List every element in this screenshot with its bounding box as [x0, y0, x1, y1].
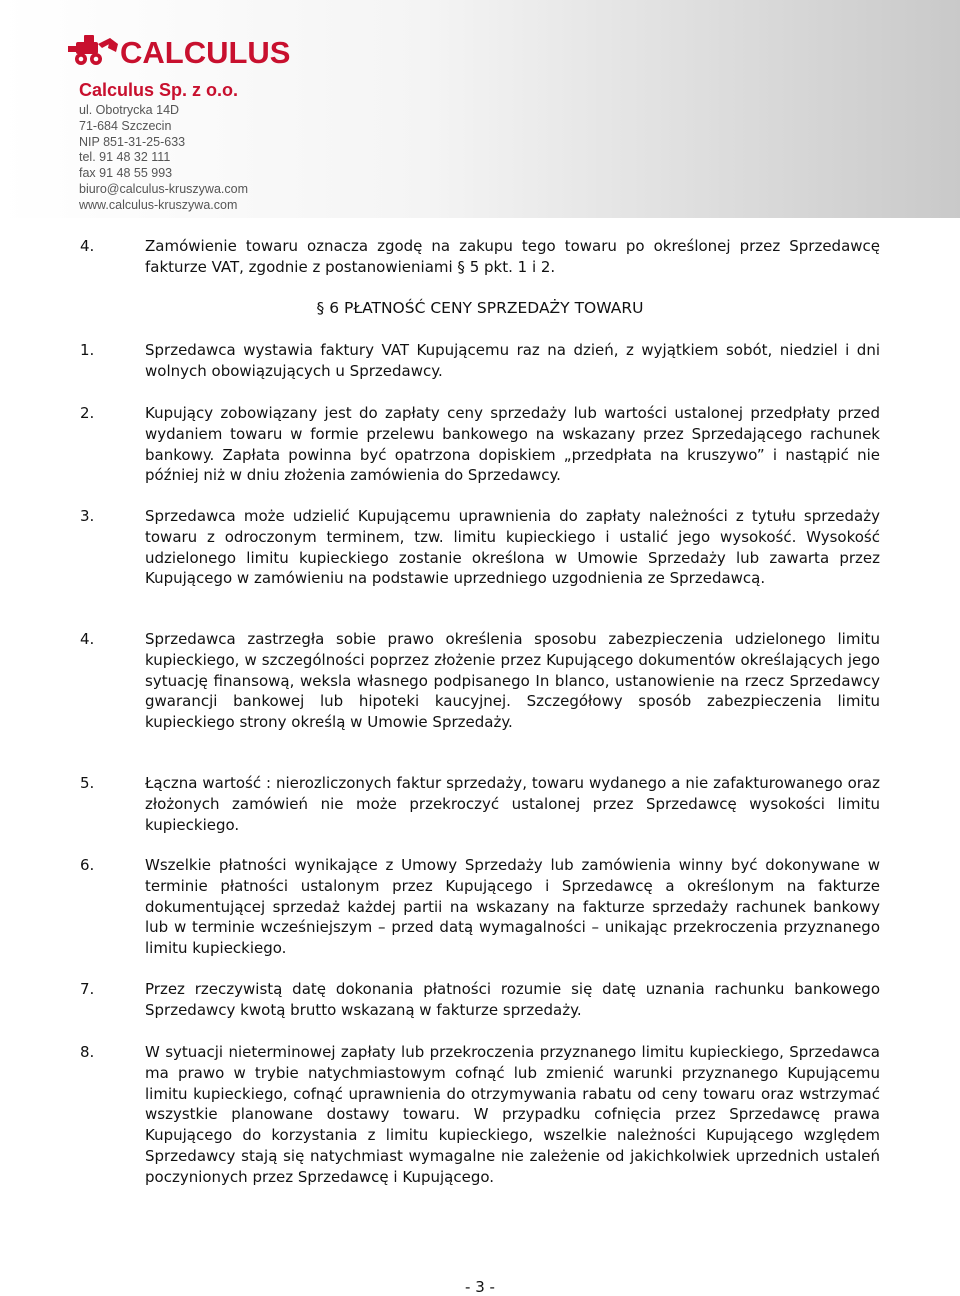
item-number: 5. [80, 774, 95, 792]
phone: tel. 91 48 32 111 [79, 150, 171, 165]
section-heading: § 6 PŁATNOŚĆ CENY SPRZEDAŻY TOWARU [316, 299, 644, 317]
list-item [80, 855, 880, 959]
item-text: Łączna wartość : nierozliczonych faktur sprzedaży, towaru wydanego a nie zafakturowanego oraz złożonych zamówień nie może przekroczyć ustalonej przez Sprzedawcę wysokości limitu kupieckiego. [145, 774, 880, 834]
item-number: 3. [80, 507, 95, 525]
address-street: ul. Obotrycka 14D [79, 103, 180, 117]
item-text: Przez rzeczywistą datę dokonania płatności rozumie się datę uznania rachunku bankowego Sprzedawcy kwotą brutto wskazaną w fakturze sprzedaży. [145, 980, 880, 1019]
list-item [80, 773, 880, 835]
item-number: 8. [80, 1043, 95, 1061]
loader-icon [68, 35, 118, 65]
letterhead [0, 0, 960, 218]
item-number: 4. [80, 237, 95, 255]
page-number: - 3 - [465, 1278, 495, 1296]
contact-block [79, 103, 248, 214]
item-text: Wszelkie płatności wynikające z Umowy Sprzedaży lub zamówienia winny być dokonywane w terminie płatności ustalonym przez Kupującego i Sprzedawcę a określonym na fakturze dokumentującej sprzedaż każdej partii na wskazany na fakturze sprzedaży rachunek bankowy lub w terminie wcześniejszym – przed datą wymagalności – unikając przekroczenia przyznanego limitu kupieckiego. [145, 856, 880, 958]
list-item [80, 340, 880, 382]
logo-wordmark: CALCULUS [120, 35, 291, 70]
item-number: 2. [80, 404, 95, 422]
item-number: 1. [80, 341, 95, 359]
list-item [80, 629, 880, 733]
item-number: 7. [80, 980, 95, 998]
calculus-logo [66, 30, 291, 70]
list-item [80, 979, 880, 1021]
item-text: Kupujący zobowiązany jest do zapłaty ceny sprzedaży lub wartości ustalonej przedpłaty przed wydaniem towaru w formie przelewu bankowego na wskazany przez Sprzedającego rachunek bankowy. Zapłata powinna być opatrzona dopiskiem „przedpłata na kruszywo” i nastąpić nie później niż w dniu złożenia zamówienia do Sprzedawcy. [145, 404, 880, 485]
list-item [80, 403, 880, 486]
tax-id: NIP 851-31-25-633 [79, 134, 186, 149]
item-text: Zamówienie towaru oznacza zgodę na zakupu tego towaru po określonej przez Sprzedawcę fakturze VAT, zgodnie z postanowieniami § 5 pkt. 1 i 2. [145, 237, 880, 276]
list-item [80, 236, 880, 278]
email-link[interactable]: biuro@calculus-kruszywa.com [79, 181, 248, 196]
item-text: Sprzedawca może udzielić Kupującemu uprawnienia do zapłaty należności z tytułu sprzedaży towaru z odroczonym terminem, tzw. limitu kupieckiego i ustalić jego wysokość. Wysokość udzielonego limitu kupieckiego zostanie określona w Umowie Sprzedaży lub zawarta przez Kupującego w zamówieniu na podstawie uprzedniego uzgodnienia ze Sprzedawcą. [145, 507, 880, 588]
fax: fax 91 48 55 993 [79, 166, 173, 181]
company-name: Calculus Sp. z o.o. [79, 80, 239, 100]
list-item [80, 1042, 880, 1188]
list-item [80, 506, 880, 589]
item-text: Sprzedawca wystawia faktury VAT Kupującemu raz na dzień, z wyjątkiem sobót, niedziel i dni wolnych obowiązujących u Sprzedawcy. [145, 341, 880, 380]
item-number: 6. [80, 856, 95, 874]
website-link[interactable]: www.calculus-kruszywa.com [79, 197, 238, 212]
item-text: Sprzedawca zastrzegła sobie prawo określenia sposobu zabezpieczenia udzielonego limitu kupieckiego, w szczególności poprzez złożenie przez Kupującego dokumentów określających jego sytuację finansową, weksla własnego podpisanego In blanco, ustanowienie na rzecz Sprzedawcy gwarancji bankowej lub hipoteki kaucyjnej. Szczegółowy sposób zabezpieczenia limitu kupieckiego strony określą w Umowie Sprzedaży. [145, 630, 880, 732]
address-city: 71-684 Szczecin [79, 118, 172, 133]
item-number: 4. [80, 630, 95, 648]
item-text: W sytuacji nieterminowej zapłaty lub przekroczenia przyznanego limitu kupieckiego, Sprzedawca ma prawo w trybie natychmiastowym cofnąć lub zmienić warunki przyznanego Kupującemu limitu kupieckiego, cofnąć uprawnienia do otrzymywania rabatu od ceny towaru oraz wstrzymać wszystkie planowane dostawy towaru. W przypadku cofnięcia przez Sprzedawcę prawa Kupującego do korzystania z limitu kupieckiego, wszelkie należności Kupującego względem Sprzedawcy stają się natychmiast wymagalne nie zależenie od jakichkolwiek uprzednich ustaleń poczynionych przez Sprzedawcę i Kupującego. [145, 1043, 880, 1186]
